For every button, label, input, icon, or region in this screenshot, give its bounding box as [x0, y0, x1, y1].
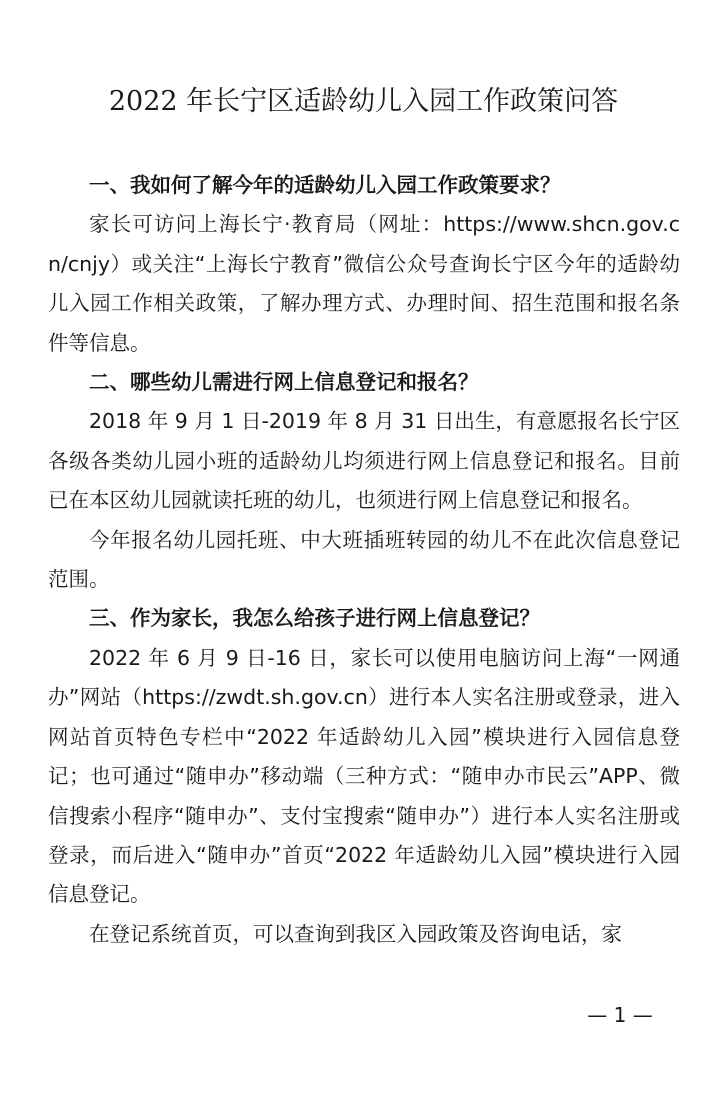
question-1: 一、我如何了解今年的适龄幼儿入园工作政策要求？ — [89, 173, 561, 197]
answer-2-paragraph-2: 今年报名幼儿园托班、中大班插班转园的幼儿不在此次信息登记范围。 — [48, 527, 680, 592]
document-body — [48, 166, 680, 954]
answer-2-paragraph-1: 2018 年 9 月 1 日-2019 年 8 月 31 日出生，有意愿报名长宁区各级各类幼儿园小班的适龄幼儿均须进行网上信息登记和报名。目前已在本区幼儿园就读托班的幼儿，也须进行网上信息登记和报名。 — [48, 409, 680, 513]
question-2: 二、哪些幼儿需进行网上信息登记和报名？ — [89, 370, 479, 395]
document-title: 2022 年长宁区适龄幼儿入园工作政策问答 — [108, 86, 619, 117]
answer-1: 家长可访问上海长宁·教育局（网址：https://www.shcn.gov.cn/cnjy）或关注“上海长宁教育”微信公众号查询长宁区今年的适龄幼儿入园工作相关政策，了解办理方式、办理时间、招生范围和报名条件等信息。 — [48, 212, 680, 355]
question-3: 三、作为家长，我怎么给孩子进行网上信息登记？ — [89, 606, 540, 631]
answer-3-paragraph-1: 2022 年 6 月 9 日-16 日，家长可以使用电脑访问上海“一网通办”网站（https://zwdt.sh.gov.cn）进行本人实名注册或登录，进入网站首页特色专栏中“2022 年适龄幼儿入园”模块进行入园信息登记；也可通过“随申办”移动端（三种方式：“随申办市民云”APP、微信搜索小程序“随申办”、支付宝搜索“随申办”）进行本人实名注册或登录，而后进入“随申办”首页“2022 年适龄幼儿入园”模块进行入园信息登记。 — [48, 645, 680, 907]
answer-3-paragraph-2: 在登记系统首页，可以查询到我区入园政策及咨询电话，家 — [89, 921, 622, 946]
page-number: — 1 — — [587, 1003, 653, 1027]
